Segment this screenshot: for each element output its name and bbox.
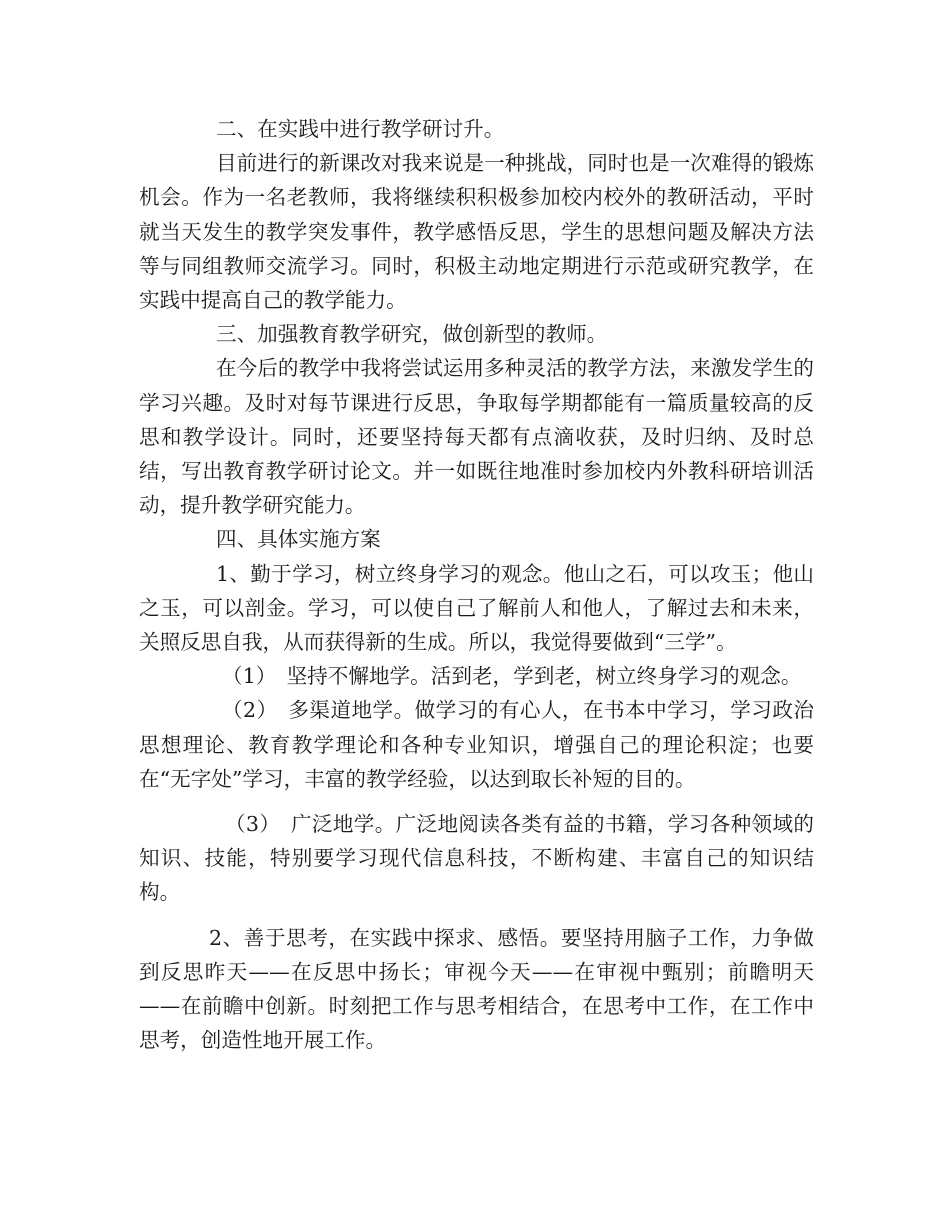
section-heading-4: 四、具体实施方案 xyxy=(216,527,381,552)
section-heading-2: 二、在实践中进行教学研讨升。 xyxy=(216,117,505,141)
paragraph-new-curriculum: 目前进行的新课改对我来说是一种挑战，同时也是一次难得的锻炼机会。作为一名老教师，我将继续积积极参加校内校外的教研活动，平时就当天发生的教学突发事件，教学感悟反思，学生的思想问题及解决方法等与同组教师交流学习。同时，积极主动地定期进行示范或研究教学，在实践中提高自己的教学能力。 xyxy=(139,151,814,313)
section-heading-3: 三、加强教育教学研究，做创新型的教师。 xyxy=(216,322,608,347)
paragraph-item-2: 2、善于思考，在实践中探求、感悟。要坚持用脑子工作，力争做到反思昨天——在反思中扬长；审视今天——在审视中甄别；前瞻明天——在前瞻中创新。时刻把工作与思考相结合，在思考中工作，在工作中思考，创造性地开展工作。 xyxy=(139,925,814,1053)
sub-item-3: （3） 广泛地学。广泛地阅读各类有益的书籍，学习各种领域的知识、技能，特别要学习现代信息科技，不断构建、丰富自己的知识结构。 xyxy=(139,812,814,905)
sub-item-1: （1） 坚持不懈地学。活到老，学到老，树立终身学习的观念。 xyxy=(222,664,802,689)
paragraph-item-1: 1、勤于学习，树立终身学习的观念。他山之石，可以攻玉；他山之玉，可以剖金。学习，可以使自己了解前人和他人，了解过去和未来，关照反思自我，从而获得新的生成。所以，我觉得要做到“三学”。 xyxy=(139,561,814,655)
paragraph-teaching-methods: 在今后的教学中我将尝试运用多种灵活的教学方法，来激发学生的学习兴趣。及时对每节课进行反思，争取每学期都能有一篇质量较高的反思和教学设计。同时，还要坚持每天都有点滴收获，及时归纳、及时总结，写出教育教学研讨论文。并一如既往地准时参加校内外教科研培训活动，提升教学研究能力。 xyxy=(139,356,814,518)
document-body xyxy=(139,112,814,1057)
sub-item-2: （2） 多渠道地学。做学习的有心人，在书本中学习，学习政治思想理论、教育教学理论和各种专业知识，增强自己的理论积淀；也要在“无字处”学习，丰富的教学经验，以达到取长补短的目的。 xyxy=(139,698,814,791)
